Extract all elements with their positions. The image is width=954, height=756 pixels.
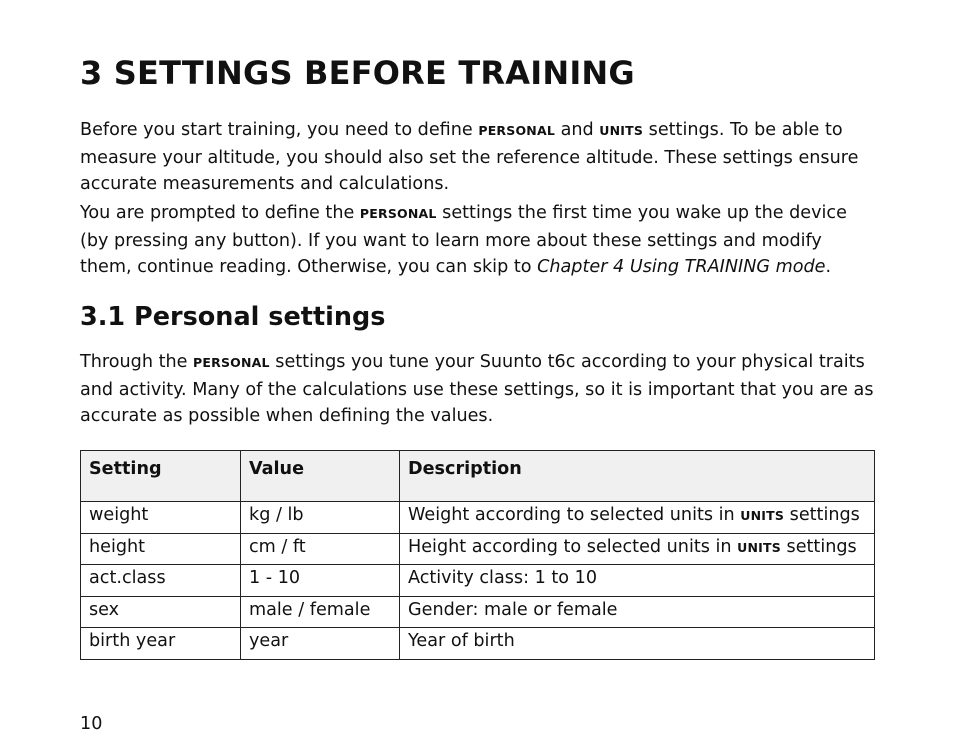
description-text-end: settings xyxy=(784,505,860,525)
setting-cell: birth year xyxy=(81,628,241,660)
intro-p1-text-c: settings. To be able to measure your altitude, you should also set the reference altitude. These settings ensure accurate measurements and calculations. xyxy=(80,120,859,194)
description-cell xyxy=(400,502,875,534)
section-title: 3.1 Personal settings xyxy=(80,302,386,332)
table-row xyxy=(81,533,875,565)
section-p1-text-a: Through the xyxy=(80,352,194,372)
description-cell: Activity class: 1 to 10 xyxy=(400,565,875,597)
setting-cell: height xyxy=(81,533,241,565)
personal-settings-table xyxy=(80,450,875,660)
personal-keyword: PERSONAL xyxy=(478,123,555,138)
chapter-title: 3 SETTINGS BEFORE TRAINING xyxy=(80,54,635,92)
description-text-end: settings xyxy=(780,536,857,557)
description-cell: Year of birth xyxy=(400,628,875,660)
intro-p1-text-b: and xyxy=(554,120,600,140)
description-text: Weight according to selected units in xyxy=(408,505,741,525)
setting-cell: act.class xyxy=(81,565,241,597)
section-paragraph xyxy=(80,349,876,430)
value-cell: cm / ft xyxy=(241,533,400,565)
table-row xyxy=(81,628,875,660)
table-row xyxy=(81,596,875,628)
description-text: Height according to selected units in xyxy=(408,536,738,557)
section-p1-text-b: settings you tune your Suunto t6c according to your physical traits and activity. Many of the calculations use these settings, so it is important that you are as accurate as possible when defining the values. xyxy=(80,352,874,426)
value-cell: male / female xyxy=(241,596,400,628)
description-cell xyxy=(400,533,875,565)
intro-p2-text-c: . xyxy=(825,257,832,277)
units-keyword: UNITS xyxy=(737,539,781,555)
header-value: Value xyxy=(241,451,400,502)
units-keyword: UNITS xyxy=(740,508,785,523)
intro-p2-text-b: settings the first time you wake up the device (by pressing any button). If you want to learn more about these settings and modify them, continue reading. Otherwise, you can skip to xyxy=(80,203,847,277)
intro-paragraph-1 xyxy=(80,117,876,198)
chapter-4-reference: Chapter 4 Using TRAINING mode xyxy=(537,257,826,277)
units-keyword: UNITS xyxy=(599,123,644,138)
setting-cell: sex xyxy=(81,596,241,628)
value-cell: 1 - 10 xyxy=(241,565,400,597)
table-header-row xyxy=(81,451,875,502)
intro-p2-text-a: You are prompted to define the xyxy=(80,203,360,223)
personal-keyword: PERSONAL xyxy=(193,355,270,370)
value-cell: kg / lb xyxy=(241,502,400,534)
page-number: 10 xyxy=(80,714,103,734)
value-cell: year xyxy=(241,628,400,660)
header-description: Description xyxy=(400,451,875,502)
setting-cell: weight xyxy=(81,502,241,534)
intro-paragraph-2 xyxy=(80,200,876,281)
description-cell: Gender: male or female xyxy=(400,596,875,628)
table-row xyxy=(81,502,875,534)
table-row xyxy=(81,565,875,597)
header-setting: Setting xyxy=(81,451,241,502)
personal-keyword: PERSONAL xyxy=(359,206,437,221)
intro-p1-text-a: Before you start training, you need to define xyxy=(80,120,479,140)
